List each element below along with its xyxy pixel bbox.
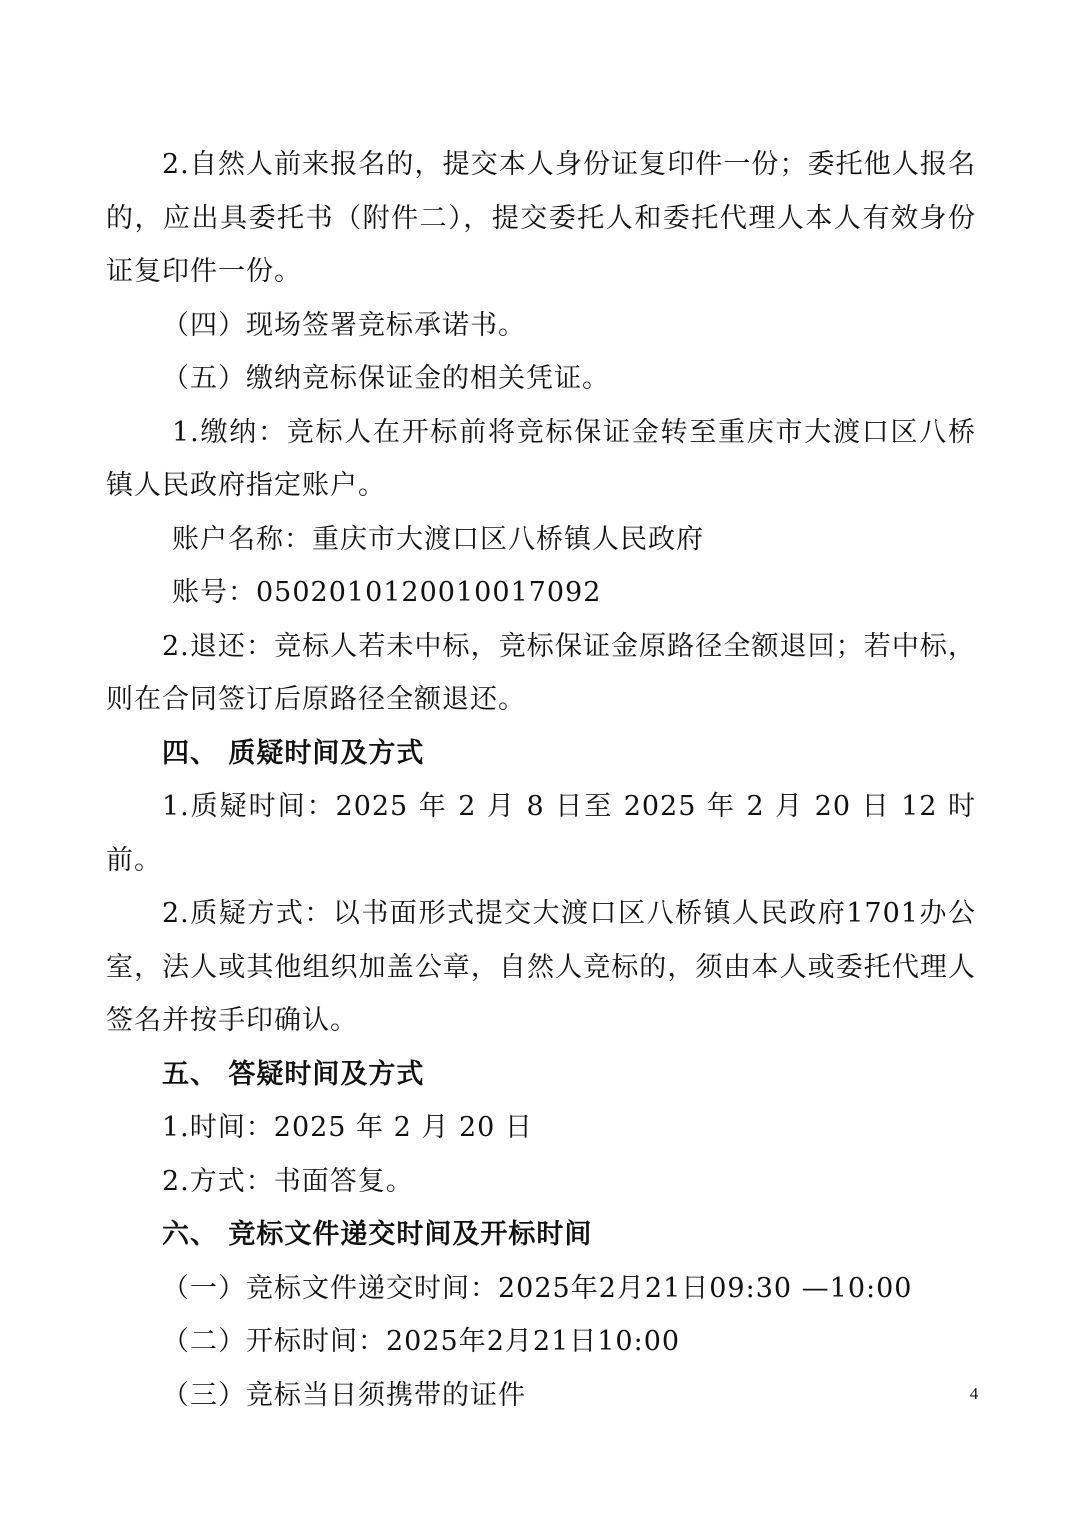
section-heading-submission: 六、 竞标文件递交时间及开标时间: [162, 1219, 593, 1250]
paragraph-answer-method: 2.方式：书面答复。: [162, 1165, 414, 1197]
paragraph-inquiry-time: 1.质疑时间：2025 年 2 月 8 日至 2025 年 2 月 20 日 12 时前。: [106, 791, 976, 876]
paragraph-submission-time: （一）竞标文件递交时间：2025年2月21日09:30 —10:00: [162, 1272, 913, 1304]
section-heading-inquiry: 四、 质疑时间及方式: [162, 737, 425, 769]
paragraph-required-documents: （三）竞标当日须携带的证件: [162, 1379, 526, 1411]
document-body: [106, 138, 976, 1422]
paragraph-deposit-refund: 2.退还：竞标人若未中标，竞标保证金原路径全额退回；若中标，则在合同签订后原路径全额退还。: [106, 630, 976, 715]
paragraph-answer-time: 1.时间：2025 年 2 月 20 日: [162, 1112, 533, 1143]
paragraph-sign-commitment: （四）现场签署竞标承诺书。: [162, 309, 526, 341]
section-heading-answer: 五、 答疑时间及方式: [162, 1058, 425, 1090]
paragraph-deposit-voucher: （五）缴纳竞标保证金的相关凭证。: [162, 363, 610, 394]
paragraph-opening-time: （二）开标时间：2025年2月21日10:00: [162, 1326, 681, 1357]
paragraph-inquiry-method: 2.质疑方式：以书面形式提交大渡口区八桥镇人民政府1701办公室，法人或其他组织加盖公章，自然人竞标的，须由本人或委托代理人签名并按手印确认。: [106, 898, 976, 1036]
paragraph-deposit-payment: 1.缴纳：竞标人在开标前将竞标保证金转至重庆市大渡口区八桥镇人民政府指定账户。: [106, 416, 976, 501]
page-number: 4: [969, 1384, 979, 1403]
paragraph-natural-person-registration: 2.自然人前来报名的，提交本人身份证复印件一份；委托他人报名的，应出具委托书（附件二），提交委托人和委托代理人本人有效身份证复印件一份。: [106, 149, 976, 287]
paragraph-account-name: 账户名称：重庆市大渡口区八桥镇人民政府: [172, 523, 704, 555]
paragraph-account-number: 账号：0502010120010017092: [172, 577, 602, 608]
